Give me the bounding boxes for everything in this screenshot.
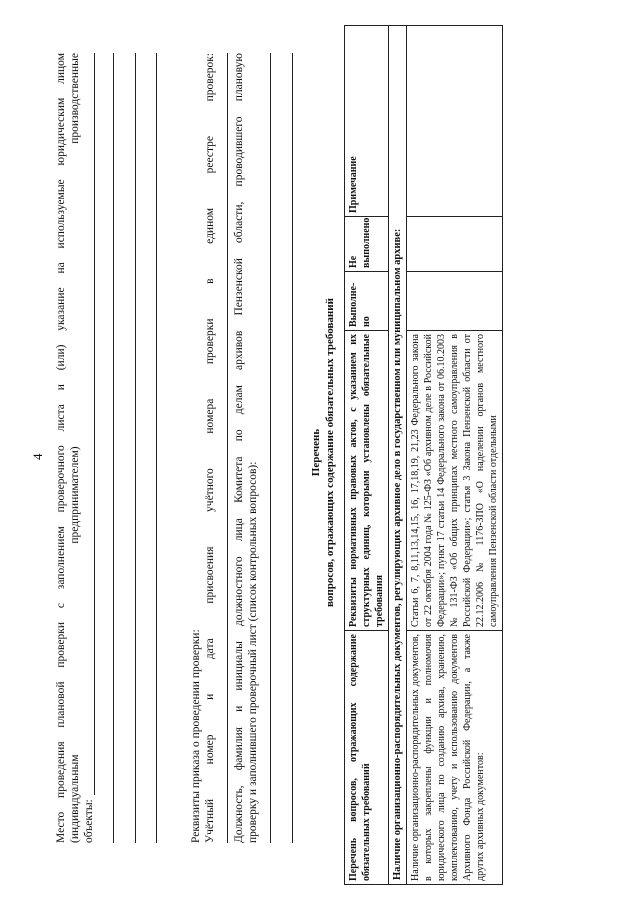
header-not-done: Не выполнено xyxy=(345,217,389,272)
fill-line xyxy=(113,53,114,843)
requirements-table xyxy=(344,25,503,885)
header-done: Выполне-но xyxy=(345,272,389,331)
inspection-place-line-2-mid: предпринимателем) xyxy=(69,446,81,544)
header-questions: Перечень вопросов, отражающих содержание обязательных требований xyxy=(345,631,389,885)
inspection-place-line-1: Место проведения плановой проверки с заполнением проверочного листа и (или) указание на используемые юридическим лицом xyxy=(55,53,67,843)
fill-line xyxy=(135,53,136,843)
fill-line xyxy=(94,53,95,795)
cell-note[interactable] xyxy=(407,26,503,217)
table-row xyxy=(407,26,503,885)
fill-line xyxy=(292,53,293,843)
section-title: Наличие организационно-распорядительных документов, регулирующих архивное дело в государственном или муниципальном архиве: xyxy=(389,26,407,885)
cell-done[interactable] xyxy=(407,272,503,331)
cell-requisites: Статьи 6, 7, 8,11,13,14,15, 16, 17,18,19, 21,23 Федерального закона от 22 октября 2004 года № 125-ФЗ «Об архивном деле в Российской Федерации»; пункт 17 статьи 14 Федерального закона от 06.10.2003 № 131-ФЗ «Об общих принципах местного самоуправления в Российской Федерации»; статья 3 Закона Пензенской области от 22.12.2006 № 1176-ЗПО «О наделении органов местного самоуправления Пензенской области отдельными xyxy=(407,331,503,631)
table-section-row xyxy=(389,26,407,885)
table-header-row xyxy=(345,26,389,885)
fill-line xyxy=(227,53,228,843)
inspection-place-line-3: объекты: xyxy=(83,799,95,843)
list-title: Перечень xyxy=(310,428,322,477)
inspection-place-line-2-end: производственные xyxy=(69,53,81,144)
order-details-heading: Реквизиты приказа о проведении проверки: xyxy=(190,629,202,843)
order-details-line: Учётный номер и дата присвоения учётного номера проверки в едином реестре проверок: xyxy=(204,53,216,843)
page-number: 4 xyxy=(30,453,45,460)
official-line-1: Должность, фамилия и инициалы должностного лица Комитета по делам архивов Пензенской области, проводившего плановую xyxy=(233,53,245,843)
cell-not-done[interactable] xyxy=(407,217,503,272)
cell-question: Наличие организационно-распорядительных документов, в которых закреплены функции и полномочия юридического лица по созданию архива, хранению, комплектованию, учету и использованию документов Архивного Фонда Российской Федерации, а также других архивных документов: xyxy=(407,631,503,885)
fill-line xyxy=(156,53,157,843)
official-line-2: проверку и заполнившего проверочный лист (список контрольных вопросов): xyxy=(247,461,259,843)
inspection-place-line-2-left: (индивидуальным xyxy=(69,754,81,843)
inspection-place-line-2 xyxy=(68,53,82,843)
header-note: Примечание xyxy=(345,26,389,217)
list-subtitle: вопросов, отражающих содержание обязательных требований xyxy=(324,298,336,607)
fill-line xyxy=(270,53,271,843)
header-requisites: Реквизиты нормативных правовых актов, с указанием их структурных единиц, которыми установлены обязательные требования xyxy=(345,331,389,631)
